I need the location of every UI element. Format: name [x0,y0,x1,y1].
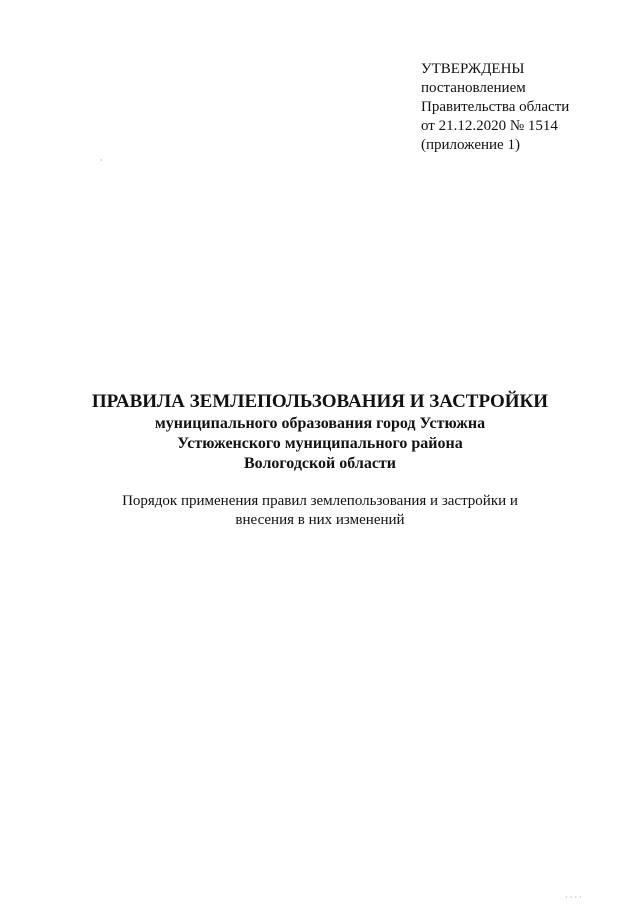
document-title-line: Вологодской области [243,455,397,472]
document-title-line: муниципального образования город Устюжна [154,415,486,432]
document-subtitle [0,492,640,530]
approval-stamp [421,60,569,155]
scan-speck: · · · · [565,893,582,902]
document-title-block [0,390,640,474]
approval-heading: УТВЕРЖДЕНЫ [421,61,525,77]
subtitle-line: внесения в них изменений [235,512,405,528]
approval-appendix: (приложение 1) [421,137,520,153]
subtitle-line: Порядок применения правил землепользования и застройки и [122,493,518,509]
approval-line: постановлением [421,80,526,96]
approval-line: Правительства области [421,99,570,115]
document-title-line: Устюженского муниципального района [177,435,463,452]
scan-speck: · [100,156,103,165]
document-title: ПРАВИЛА ЗЕМЛЕПОЛЬЗОВАНИЯ И ЗАСТРОЙКИ [91,391,549,412]
approval-date-number: от 21.12.2020 № 1514 [421,118,558,134]
